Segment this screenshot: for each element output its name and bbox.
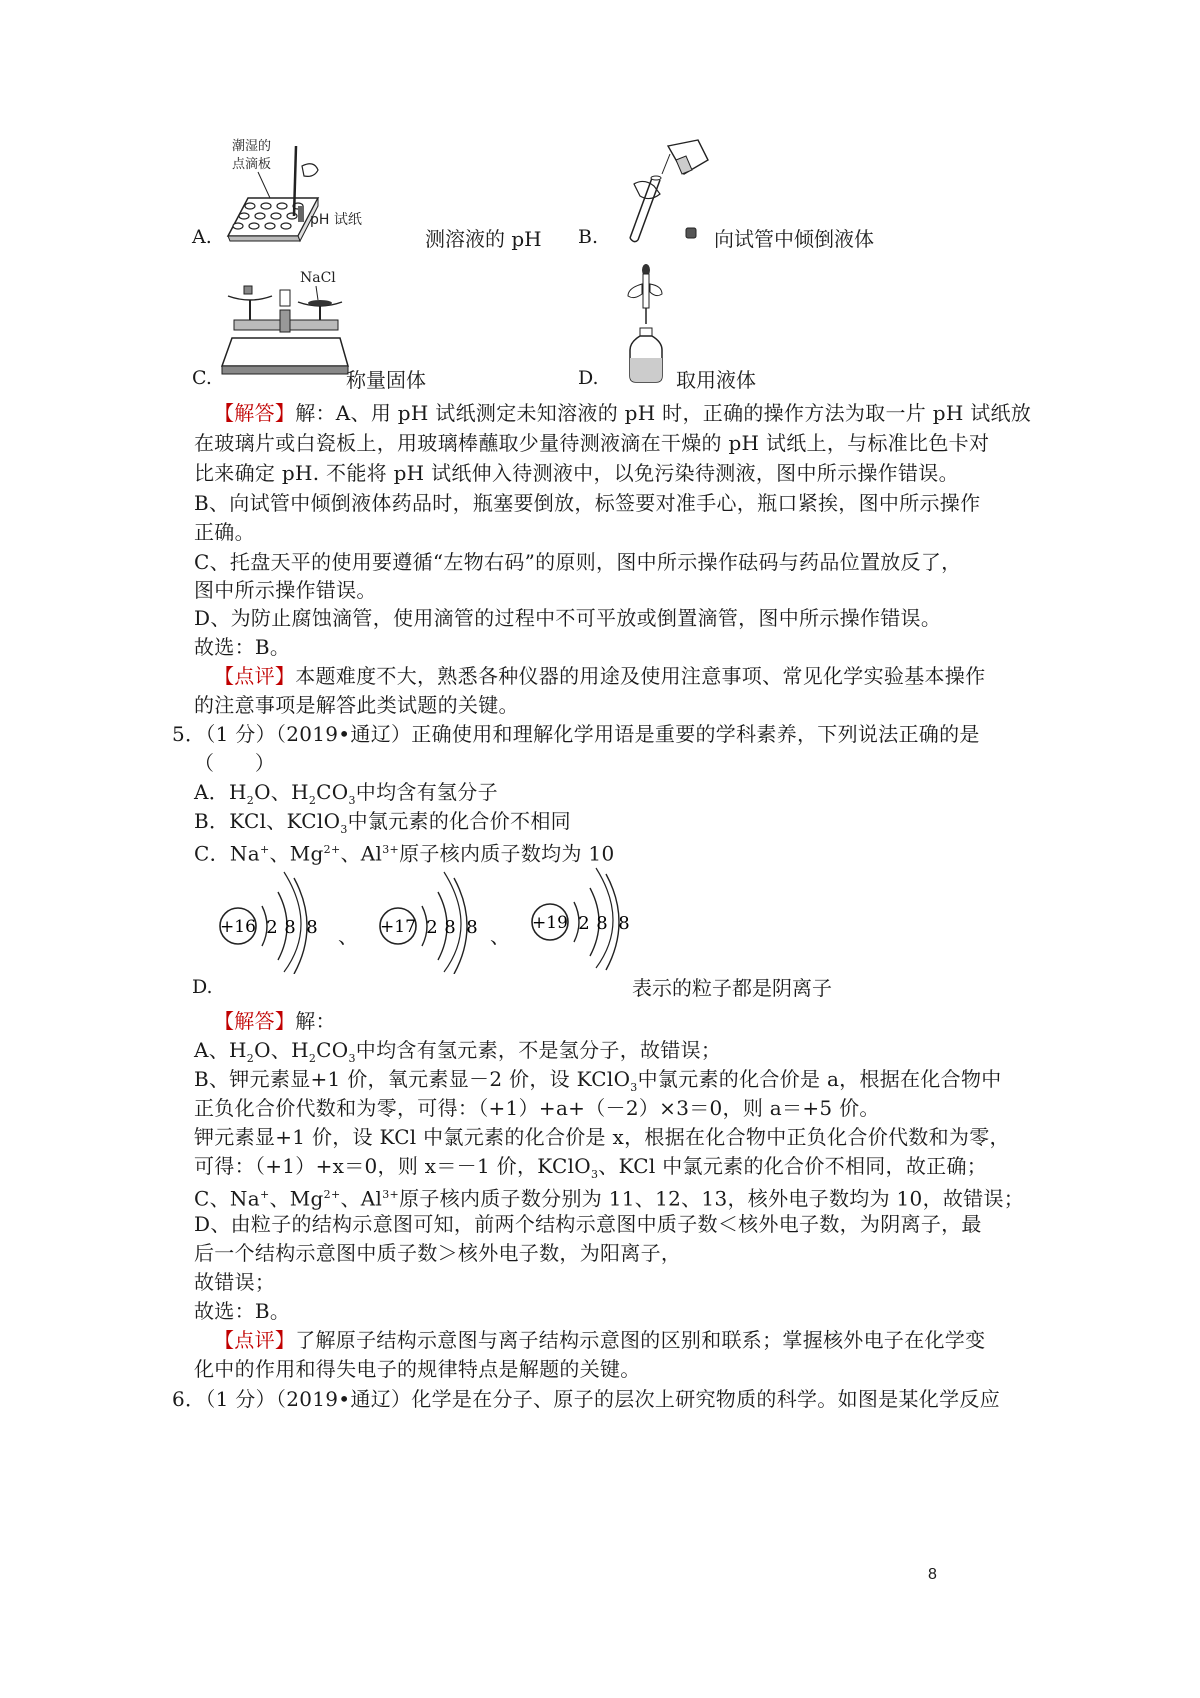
q4-answer-line-3: 比来确定 pH. 不能将 pH 试纸伸入待测液中，以免污染待测液，图中所示操作错误。 <box>194 461 959 485</box>
answer-tag: 【解答】 <box>214 1009 296 1033</box>
review-tag: 【点评】 <box>214 1328 296 1352</box>
q4-answer-line-4: B、向试管中倾倒液体药品时，瓶塞要倒放，标签要对准手心，瓶口紧挨，图中所示操作 <box>194 491 981 515</box>
fig-a-label-wet: 潮湿的 <box>232 139 272 154</box>
q5-answer-head: 【解答】解： <box>214 1009 336 1033</box>
q5-answer-line-b4: 可得：（+1）+x＝0，则 x＝－1 价，KClO$_3$、KCl 中氯元素的化合价不相同，故正确； <box>194 1154 988 1181</box>
dropper-bottle-figure <box>616 262 676 384</box>
q5-answer-line-b3: 钾元素显+1 价，设 KCl 中氯元素的化合价是 x，根据在化合物中正负化合价代数和为零， <box>194 1125 1010 1149</box>
q5-option-d-letter: D. <box>192 976 213 998</box>
fig-a-label-plate: 点滴板 <box>232 157 272 172</box>
q4-answer-line-6: C、托盘天平的使用要遵循“左物右码”的原则，图中所示操作砝码与药品位置放反了， <box>194 550 962 574</box>
q5-answer-line-b2: 正负化合价代数和为零，可得：（+1）+a+（－2）×3＝0，则 a＝+5 价。 <box>194 1096 880 1120</box>
page-number: 8 <box>928 1566 937 1583</box>
q5-stem-line-1: 5．（1 分）（2019•通辽）正确使用和理解化学用语是重要的学科素养，下列说法正确的是 <box>172 722 980 746</box>
q5-option-d-caption: 表示的粒子都是阴离子 <box>632 976 832 1000</box>
q5-option-c: C．Na+、$Mg^{2+}$、$Al^{3+}$原子核内质子数均为 10 <box>194 841 615 866</box>
q4-answer-line-2: 在玻璃片或白瓷板上，用玻璃棒蘸取少量待测液滴在干燥的 pH 试纸上，与标准比色卡对 <box>194 431 990 455</box>
q5-answer-line-a: A、$H_2O$、$H_2CO_3$中均含有氢元素，不是氢分子，故错误； <box>194 1038 722 1065</box>
answer-tag: 【解答】 <box>214 401 296 425</box>
q4-answer-line-7: 图中所示操作错误。 <box>194 578 377 602</box>
q5-answer-line-b1: B、钾元素显+1 价，氧元素显－2 价，设 KClO$_3$中氯元素的化合价是 a，根据在化合物中 <box>194 1067 1002 1094</box>
shell-3-electrons: 8 <box>466 917 478 938</box>
shell-2-electrons: 8 <box>284 917 296 938</box>
q4-review-line-1: 【点评】本题难度不大，熟悉各种仪器的用途及使用注意事项、常见化学实验基本操作 <box>214 664 986 688</box>
nucleus-charge-1: +16 <box>220 917 256 937</box>
shell-1-electrons: 2 <box>426 917 438 938</box>
nucleus-charge-2: +17 <box>380 917 416 937</box>
q5-answer-line-d2: 后一个结构示意图中质子数＞核外电子数，为阳离子， <box>194 1241 682 1265</box>
q4-answer-line-8: D、为防止腐蚀滴管，使用滴管的过程中不可平放或倒置滴管，图中所示操作错误。 <box>194 606 942 630</box>
fig-a-label-ph-paper: pH 试纸 <box>310 212 362 228</box>
option-d-letter: D. <box>578 367 599 389</box>
balance-weighing-figure <box>220 262 350 380</box>
option-c-letter: C. <box>192 367 212 389</box>
q5-answer-line-d3: 故错误； <box>194 1270 276 1294</box>
option-b-letter: B. <box>578 226 599 248</box>
particle-structure-diagram-3 <box>528 862 648 972</box>
spot-plate-ph-test-figure <box>218 136 428 246</box>
shell-2-electrons: 8 <box>596 913 608 934</box>
q5-answer-line-c: C、Na+、$Mg^{2+}$、$Al^{3+}$原子核内质子数分别为 11、12、13，核外电子数均为 10，故错误； <box>194 1186 1025 1211</box>
pour-liquid-test-tube-figure <box>606 134 716 244</box>
shell-3-electrons: 8 <box>618 913 630 934</box>
option-a-letter: A. <box>192 226 212 248</box>
option-b-caption: 向试管中倾倒液体 <box>714 227 874 251</box>
q5-answer-line-d1: D、由粒子的结构示意图可知，前两个结构示意图中质子数＜核外电子数，为阴离子，最 <box>194 1212 982 1236</box>
q4-answer-line-1: 【解答】解：A、用 pH 试纸测定未知溶液的 pH 时，正确的操作方法为取一片 pH 试纸放 <box>214 401 1032 425</box>
q4-answer-line-5: 正确。 <box>194 520 255 544</box>
separator-2: 、 <box>490 924 510 948</box>
particle-structure-diagram-1 <box>216 864 336 974</box>
q5-answer-line-choice: 故选：B。 <box>194 1299 291 1323</box>
option-d-caption: 取用液体 <box>676 368 756 392</box>
option-c-caption: 称量固体 <box>346 368 426 392</box>
separator-1: 、 <box>338 924 358 948</box>
nucleus-charge-3: +19 <box>532 913 568 933</box>
particle-structure-diagram-2 <box>376 864 496 974</box>
q5-review-line-2: 化中的作用和得失电子的规律特点是解题的关键。 <box>194 1357 641 1381</box>
q6-stem-line-1: 6．（1 分）（2019•通辽）化学是在分子、原子的层次上研究物质的科学。如图是某化学反应 <box>172 1387 1001 1411</box>
shell-2-electrons: 8 <box>444 917 456 938</box>
option-a-caption: 测溶液的 pH <box>425 227 542 251</box>
shell-3-electrons: 8 <box>306 917 318 938</box>
q5-review-line-1: 【点评】了解原子结构示意图与离子结构示意图的区别和联系；掌握核外电子在化学变 <box>214 1328 986 1352</box>
shell-1-electrons: 2 <box>266 917 278 938</box>
q4-review-line-2: 的注意事项是解答此类试题的关键。 <box>194 693 519 717</box>
q4-answer-line-9: 故选：B。 <box>194 635 291 659</box>
fig-c-label-nacl: NaCl <box>300 270 336 286</box>
q5-option-b: B．KCl、KClO$_3$中氯元素的化合价不相同 <box>194 809 571 836</box>
review-tag: 【点评】 <box>214 664 296 688</box>
q5-stem-line-2: （ ） <box>194 751 276 775</box>
q5-option-a: A．$H_2O$、$H_2CO_3$中均含有氢分子 <box>194 780 498 807</box>
shell-1-electrons: 2 <box>578 913 590 934</box>
